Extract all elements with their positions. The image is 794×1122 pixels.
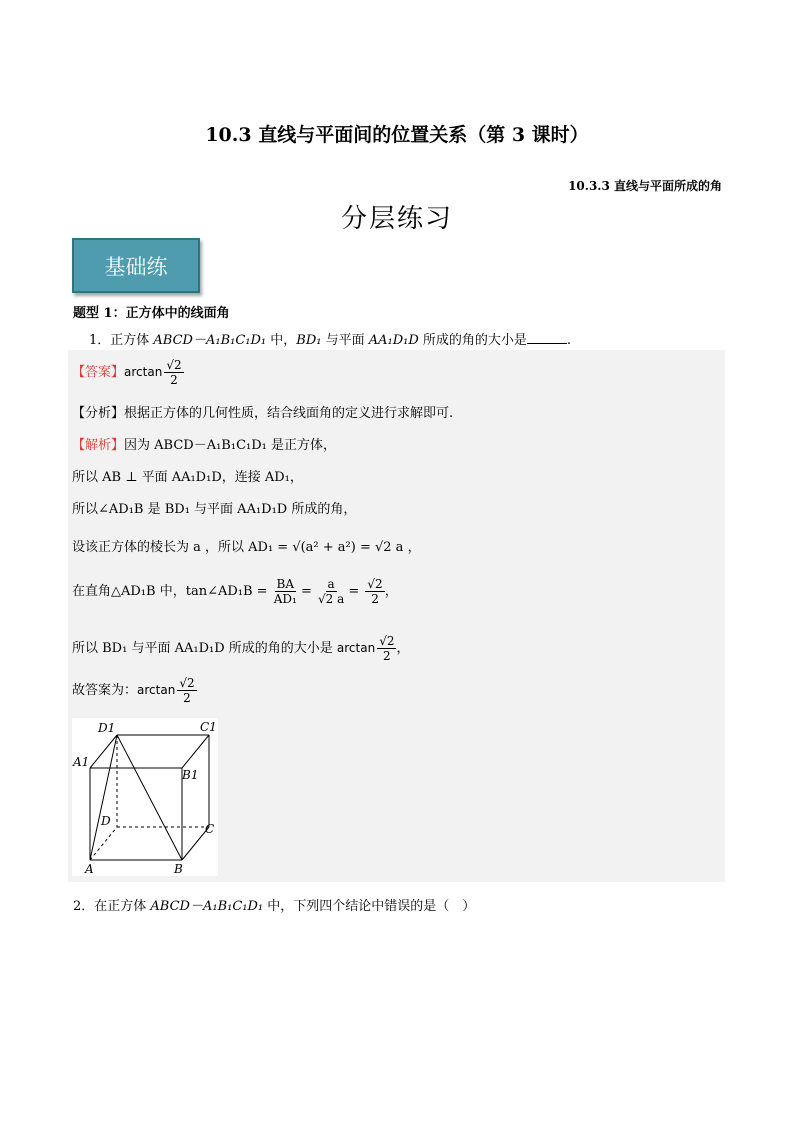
frac3-den: 2 bbox=[371, 592, 379, 606]
question-type-heading: 题型 1：正方体中的线面角 bbox=[73, 306, 230, 321]
solution-l1: 因为 ABCD－A₁B₁C₁D₁ 是正方体， bbox=[124, 438, 336, 453]
label-b1: B1 bbox=[182, 768, 199, 782]
solution-tag: 【解析】 bbox=[72, 438, 125, 453]
analysis-text: 根据正方体的几何性质，结合线面角的定义进行求解即可. bbox=[124, 406, 454, 421]
frac1-num: BA bbox=[276, 577, 294, 591]
q1-text-d: 所成的角的大小是 bbox=[418, 333, 527, 348]
q2-text-a: 在正方体 bbox=[94, 899, 151, 914]
section-title: 分层练习 bbox=[340, 204, 453, 234]
solution-l7-func: arctan bbox=[137, 683, 176, 697]
solution-l5-b: tan∠AD₁B = bbox=[185, 584, 272, 599]
solution-line-4: 设该正方体的棱长为 a ，所以 AD₁ = √(a² + a²) = √2 a ， bbox=[72, 540, 421, 555]
frac2-num: a bbox=[327, 577, 335, 591]
l7-den: 2 bbox=[183, 691, 191, 705]
level-badge: 基础练 bbox=[72, 238, 200, 293]
answer-fraction bbox=[164, 358, 183, 387]
analysis-line bbox=[72, 402, 453, 421]
question-1 bbox=[89, 329, 571, 348]
q1-number: 1． bbox=[89, 333, 111, 348]
label-a1: A1 bbox=[73, 755, 90, 769]
solution-l7: 故答案为： bbox=[72, 683, 138, 698]
solution-l5-end: ， bbox=[384, 584, 398, 599]
solution-l5-a: 在直角△AD₁B 中， bbox=[72, 584, 186, 599]
answer-denominator: 2 bbox=[170, 373, 178, 387]
q1-text-a: 正方体 bbox=[110, 333, 154, 348]
solution-l6-end: ， bbox=[396, 641, 410, 656]
frac2-den: √2 a bbox=[317, 592, 345, 606]
q2-number: 2． bbox=[73, 899, 95, 914]
solution-l6-func: arctan bbox=[336, 641, 376, 655]
q1-text-b: 中， bbox=[266, 333, 297, 348]
frac3-num: √2 bbox=[367, 577, 383, 591]
solution-l7-fraction bbox=[177, 676, 196, 705]
solution-line-5: 在直角△AD₁B 中，tan∠AD₁B = $\frac{BA}{\text{AD₁}}$ = $\frac{a}{√2 a}$ = $\frac{√2}{2}$ ， bbox=[72, 577, 398, 606]
solution-line-6 bbox=[72, 634, 410, 663]
answer-numerator: √2 bbox=[166, 358, 182, 372]
q1-plane: AA₁D₁D bbox=[368, 333, 419, 348]
answer-tag: 【答案】 bbox=[72, 365, 125, 380]
label-c: C bbox=[205, 822, 215, 836]
q2-text-b: 中，下列四个结论中错误的是（ ） bbox=[263, 899, 476, 914]
label-a: A bbox=[85, 862, 94, 876]
l6-den: 2 bbox=[383, 649, 391, 663]
fraction-a-sqrt2a bbox=[318, 577, 344, 606]
solution-l6-fraction bbox=[377, 634, 396, 663]
cube-figure bbox=[72, 718, 218, 876]
l7-num: √2 bbox=[179, 676, 195, 690]
solution-line-7 bbox=[72, 676, 197, 705]
solution-l6: 所以 BD₁ 与平面 AA₁D₁D 所成的角的大小是 bbox=[72, 641, 337, 656]
frac1-den: AD₁ bbox=[273, 592, 297, 606]
solution-line-3: 所以∠AD₁B 是 BD₁ 与平面 AA₁D₁D 所成的角， bbox=[72, 502, 357, 517]
label-c1: C1 bbox=[200, 720, 217, 734]
page-title: 10.3 直线与平面间的位置关系（第 3 课时） bbox=[205, 124, 589, 146]
question-2 bbox=[73, 895, 475, 914]
cube-diagram bbox=[72, 718, 218, 876]
solution-line-1 bbox=[72, 434, 336, 453]
fraction-ba-ad1 bbox=[274, 577, 297, 606]
q1-end: . bbox=[566, 333, 572, 348]
label-b: B bbox=[174, 862, 183, 876]
solution-line-2: 所以 AB ⊥ 平面 AA₁D₁D，连接 AD₁， bbox=[72, 470, 303, 485]
label-d1: D1 bbox=[98, 721, 116, 735]
l6-num: √2 bbox=[379, 634, 395, 648]
fraction-sqrt2-2 bbox=[365, 577, 384, 606]
answer-blank bbox=[527, 331, 567, 344]
label-d: D bbox=[101, 814, 111, 828]
answer-func: arctan bbox=[124, 365, 163, 379]
q1-cube: ABCD－A₁B₁C₁D₁ bbox=[153, 333, 267, 348]
q1-text-c: 与平面 bbox=[321, 333, 369, 348]
lesson-subtitle: 10.3.3 直线与平面所成的角 bbox=[568, 179, 722, 193]
q1-bd1: BD₁ bbox=[296, 333, 322, 348]
analysis-tag: 【分析】 bbox=[72, 406, 125, 421]
q2-cube: ABCD－A₁B₁C₁D₁ bbox=[150, 899, 264, 914]
answer-line bbox=[72, 358, 184, 387]
